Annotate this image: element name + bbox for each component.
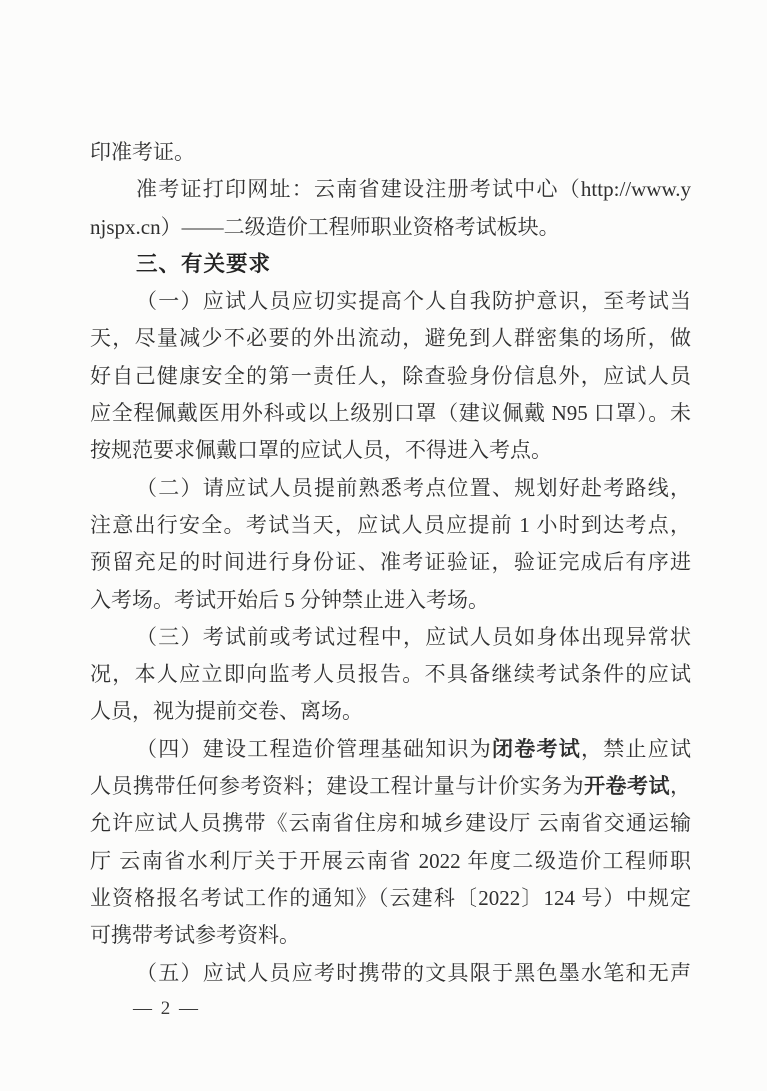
text-line <box>90 470 691 507</box>
text-segment: （三）考试前或考试过程中，应试人员如身体出现异常状 <box>136 624 691 649</box>
text-line <box>90 805 691 842</box>
text-segment: 人员携带任何参考资料；建设工程计量与计价实务为 <box>90 774 585 799</box>
text-line <box>90 209 691 246</box>
text-line <box>90 917 691 954</box>
text-segment: 况，本人应立即向监考人员报告。不具备继续考试条件的应试 <box>90 662 691 687</box>
text-segment: 按规范要求佩戴口罩的应试人员，不得进入考点。 <box>90 438 552 463</box>
text-line <box>90 619 691 656</box>
page-number: — 2 — <box>133 998 200 1019</box>
text-segment: 可携带考试参考资料。 <box>90 923 300 948</box>
text-line <box>90 768 691 805</box>
text-segment: （一）应试人员应切实提高个人自我防护意识，至考试当 <box>136 289 691 314</box>
text-line <box>90 693 691 730</box>
text-segment: 厅 云南省水利厅关于开展云南省 2022 年度二级造价工程师职 <box>90 848 691 873</box>
text-segment: 好自己健康安全的第一责任人，除查验身份信息外，应试人员 <box>90 363 691 388</box>
text-segment: 应全程佩戴医用外科或以上级别口罩（建议佩戴 N95 口罩）。未 <box>90 401 691 426</box>
text-line <box>90 656 691 693</box>
text-line <box>90 320 691 357</box>
text-line <box>90 843 691 880</box>
text-line <box>90 582 691 619</box>
section-heading <box>90 246 691 283</box>
text-segment: njspx.cn）——二级造价工程师职业资格考试板块。 <box>90 214 560 239</box>
text-line <box>90 507 691 544</box>
document-body <box>90 134 691 992</box>
text-line <box>90 283 691 320</box>
text-segment: 天，尽量减少不必要的外出流动，避免到人群密集的场所，做 <box>90 326 691 351</box>
text-segment: （二）请应试人员提前熟悉考点位置、规划好赴考路线， <box>136 475 691 500</box>
bold-text-segment: 开卷考试 <box>584 774 671 799</box>
text-line <box>90 432 691 469</box>
text-segment: （五）应试人员应考时携带的文具限于黑色墨水笔和无声 <box>136 960 691 985</box>
text-line <box>90 544 691 581</box>
text-line <box>90 395 691 432</box>
text-segment: 印准考证。 <box>90 140 195 164</box>
text-segment: 允许应试人员携带《云南省住房和城乡建设厅 云南省交通运输 <box>90 811 691 836</box>
text-segment: （四）建设工程造价管理基础知识为 <box>136 736 492 761</box>
text-line <box>90 731 691 768</box>
text-segment: 注意出行安全。考试当天，应试人员应提前 1 小时到达考点， <box>90 512 691 537</box>
text-line <box>90 955 691 992</box>
bold-text-segment: 闭卷考试 <box>492 736 581 761</box>
text-segment: 准考证打印网址：云南省建设注册考试中心（http://www.y <box>136 177 691 202</box>
text-segment: ， <box>670 774 692 799</box>
text-segment: 入考场。考试开始后 5 分钟禁止进入考场。 <box>90 587 489 612</box>
text-segment: ，禁止应试 <box>581 736 691 761</box>
text-line <box>90 880 691 917</box>
text-segment: 人员，视为提前交卷、离场。 <box>90 699 363 724</box>
text-line <box>90 171 691 208</box>
text-segment: 预留充足的时间进行身份证、准考证验证，验证完成后有序进 <box>90 550 691 575</box>
text-line <box>90 134 691 171</box>
bold-text-segment: 三、有关要求 <box>136 251 272 276</box>
text-line <box>90 358 691 395</box>
text-segment: 业资格报名考试工作的通知》（云建科〔2022〕124 号）中规定 <box>90 885 691 910</box>
